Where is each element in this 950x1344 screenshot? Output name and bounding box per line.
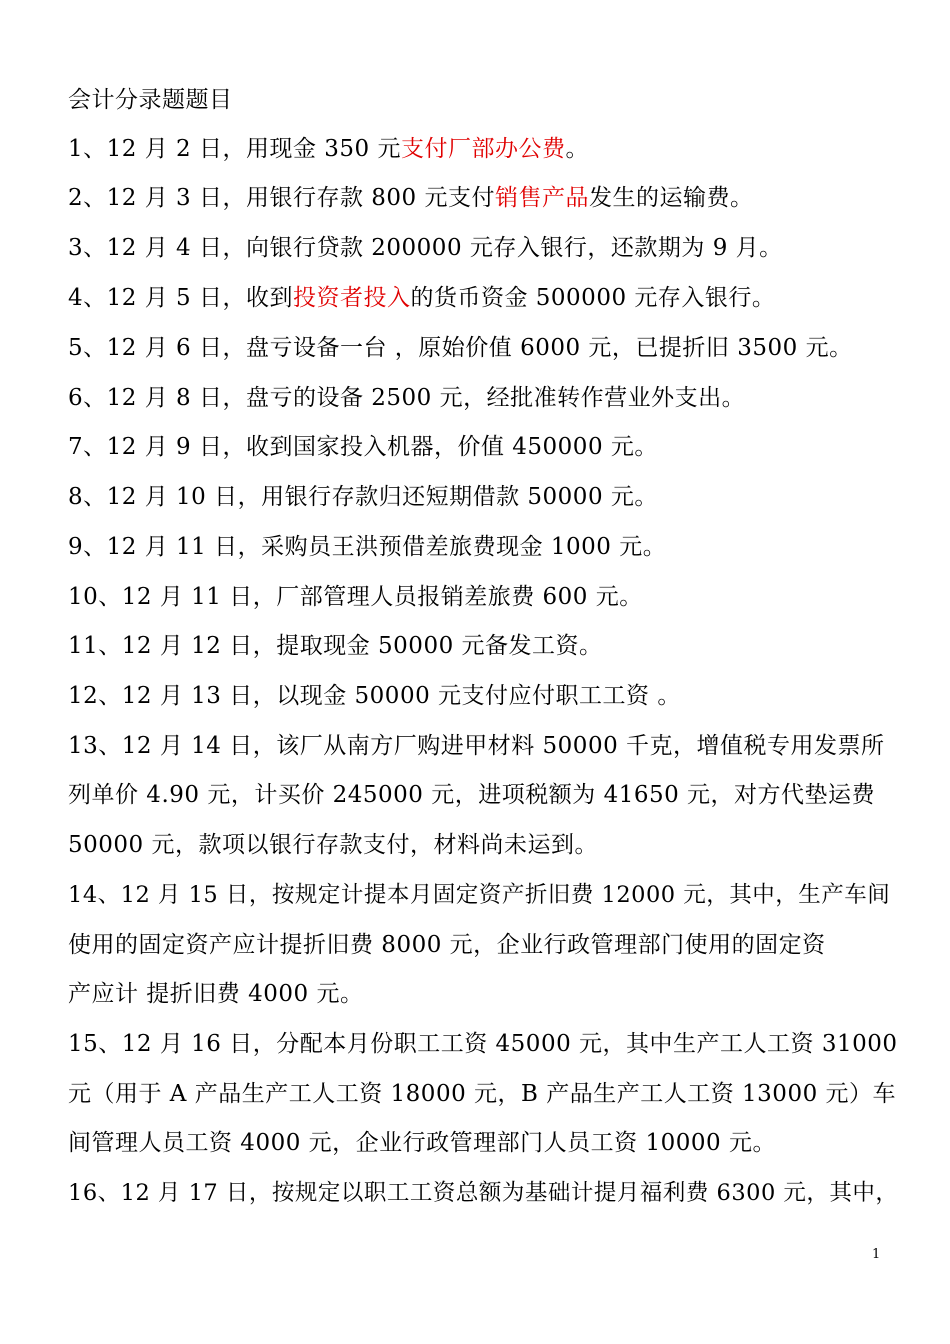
entry-line-15a: [68, 1028, 898, 1060]
entry-text: 13、12 月 14 日，该厂从南方厂购进甲材料 50000 千克，增值税专用发票所: [68, 733, 885, 759]
entry-line-15c: [68, 1127, 898, 1159]
entry-line-13b: [68, 779, 898, 811]
entry-text: 1、12 月 2 日，用现金 350 元: [68, 136, 401, 162]
entry-line-4: [68, 282, 898, 314]
entry-text: 列单价 4.90 元，计买价 245000 元，进项税额为 41650 元，对方代垫运费: [68, 782, 876, 808]
entry-line-11: [68, 630, 898, 662]
entry-line-14a: [68, 879, 898, 911]
entry-line-2: [68, 182, 898, 214]
entry-text: 10、12 月 11 日，厂部管理人员报销差旅费 600 元。: [68, 584, 643, 610]
entry-line-14b: [68, 929, 898, 961]
entry-line-10: [68, 581, 898, 613]
entry-text: 使用的固定资产应计提折旧费 8000 元，企业行政管理部门使用的固定资: [68, 932, 826, 958]
entry-text: 发生的运输费。: [589, 185, 754, 211]
entry-text: 11、12 月 12 日，提取现金 50000 元备发工资。: [68, 633, 603, 659]
entry-line-6: [68, 382, 898, 414]
entry-text: 。: [565, 136, 589, 162]
entry-text: 14、12 月 15 日，按规定计提本月固定资产折旧费 12000 元，其中，生产车间: [68, 882, 891, 908]
entry-line-13c: [68, 829, 898, 861]
entry-line-5: [68, 332, 898, 364]
entry-text: 9、12 月 11 日，采购员王洪预借差旅费现金 1000 元。: [68, 534, 667, 560]
entry-text: 的货币资金 500000 元存入银行。: [410, 285, 776, 311]
entry-text: 7、12 月 9 日，收到国家投入机器，价值 450000 元。: [68, 434, 658, 460]
entry-text: 2、12 月 3 日，用银行存款 800 元支付: [68, 185, 495, 211]
entry-line-7: [68, 431, 898, 463]
entry-text: 6、12 月 8 日，盘亏的设备 2500 元，经批准转作营业外支出。: [68, 385, 746, 411]
entry-line-1: [68, 133, 898, 165]
entry-text: 3、12 月 4 日，向银行贷款 200000 元存入银行，还款期为 9 月。: [68, 235, 783, 261]
document-title: 会计分录题题目: [68, 87, 233, 113]
entry-text: 间管理人员工资 4000 元，企业行政管理部门人员工资 10000 元。: [68, 1130, 776, 1156]
entry-line-12: [68, 680, 898, 712]
entry-text: 产应计 提折旧费 4000 元。: [68, 981, 364, 1007]
entry-line-15b: [68, 1078, 898, 1110]
entry-line-3: [68, 232, 898, 264]
entry-text: 元（用于 A 产品生产工人工资 18000 元，B 产品生产工人工资 13000 元）车: [68, 1081, 897, 1107]
entry-line-14c: [68, 978, 898, 1010]
highlighted-text: 支付厂部办公费: [401, 136, 566, 162]
entry-text: 5、12 月 6 日，盘亏设备一台 ，原始价值 6000 元，已提折旧 3500 元。: [68, 335, 853, 361]
page-number: 1: [872, 1247, 881, 1262]
entry-text: 8、12 月 10 日，用银行存款归还短期借款 50000 元。: [68, 484, 658, 510]
entry-text: 15、12 月 16 日，分配本月份职工工资 45000 元，其中生产工人工资 31000: [68, 1031, 898, 1057]
entry-line-9: [68, 531, 898, 563]
entry-line-13a: [68, 730, 898, 762]
highlighted-text: 投资者投入: [292, 285, 411, 311]
entry-line-8: [68, 481, 898, 513]
entry-text: 16、12 月 17 日，按规定以职工工资总额为基础计提月福利费 6300 元，其中，: [68, 1180, 899, 1206]
entry-line-16: [68, 1177, 898, 1209]
entry-text: 4、12 月 5 日，收到: [68, 285, 293, 311]
highlighted-text: 销售产品: [495, 185, 589, 211]
entry-text: 50000 元，款项以银行存款支付，材料尚未运到。: [68, 832, 598, 858]
entry-text: 12、12 月 13 日，以现金 50000 元支付应付职工工资 。: [68, 683, 681, 709]
